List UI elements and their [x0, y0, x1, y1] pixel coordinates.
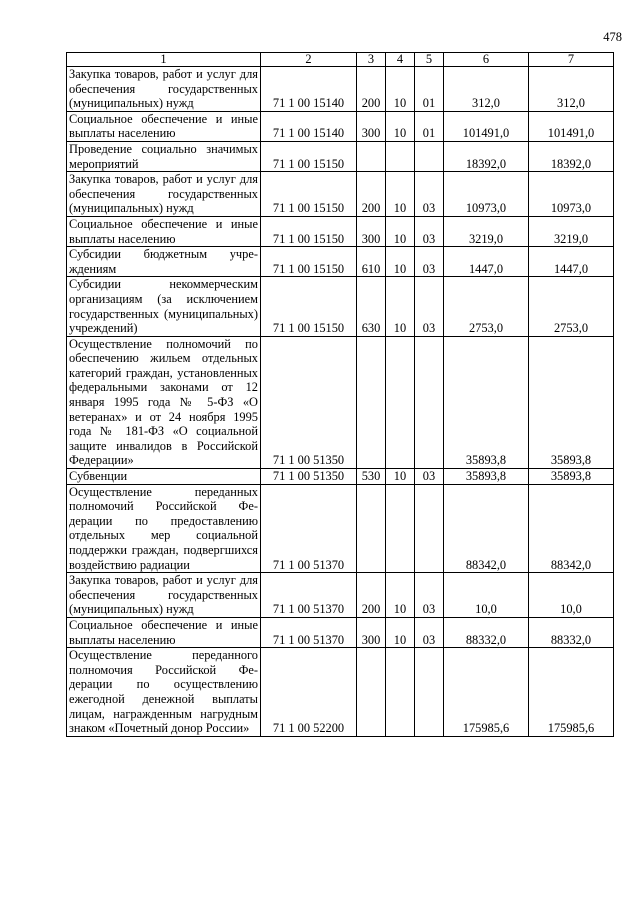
- row-amount-year-1: 88332,0: [444, 617, 529, 647]
- row-target-code: 71 1 00 15150: [261, 247, 357, 277]
- row-description: Субсидии некоммерческим организациям (за исключением государственных (муниципальных) учреждений): [67, 277, 261, 336]
- row-target-code: 71 1 00 51350: [261, 469, 357, 485]
- row-description: Субсидии бюджетным учреждениям: [67, 247, 261, 277]
- table-header-row: [67, 53, 614, 67]
- row-expense-type: 530: [357, 469, 386, 485]
- row-amount-year-1: 312,0: [444, 67, 529, 112]
- row-amount-year-2: 312,0: [529, 67, 614, 112]
- row-amount-year-2: 88342,0: [529, 484, 614, 573]
- row-section: 10: [386, 172, 415, 217]
- row-target-code: 71 1 00 15150: [261, 141, 357, 171]
- row-amount-year-1: 2753,0: [444, 277, 529, 336]
- row-subsection: [415, 648, 444, 737]
- row-subsection: 03: [415, 573, 444, 618]
- row-amount-year-2: 175985,6: [529, 648, 614, 737]
- row-expense-type: [357, 484, 386, 573]
- row-description: Социальное обеспечение и иные выплаты населению: [67, 617, 261, 647]
- row-section: 10: [386, 469, 415, 485]
- row-section: 10: [386, 67, 415, 112]
- row-subsection: [415, 141, 444, 171]
- row-description: Закупка товаров, работ и услуг для обеспечения государственных (муниципальных) нужд: [67, 172, 261, 217]
- table-row: [67, 172, 614, 217]
- row-amount-year-2: 2753,0: [529, 277, 614, 336]
- table-row: [67, 216, 614, 246]
- column-number-5: 5: [415, 53, 444, 67]
- row-target-code: 71 1 00 15150: [261, 216, 357, 246]
- table-row: [67, 573, 614, 618]
- row-target-code: 71 1 00 15140: [261, 111, 357, 141]
- row-target-code: 71 1 00 15150: [261, 172, 357, 217]
- row-amount-year-2: 10,0: [529, 573, 614, 618]
- row-subsection: 01: [415, 67, 444, 112]
- row-section: 10: [386, 573, 415, 618]
- row-section: [386, 484, 415, 573]
- row-amount-year-2: 10973,0: [529, 172, 614, 217]
- table-row: [67, 617, 614, 647]
- table-row: [67, 484, 614, 573]
- row-amount-year-1: 88342,0: [444, 484, 529, 573]
- row-expense-type: 630: [357, 277, 386, 336]
- row-amount-year-2: 88332,0: [529, 617, 614, 647]
- column-number-3: 3: [357, 53, 386, 67]
- row-amount-year-1: 175985,6: [444, 648, 529, 737]
- row-amount-year-1: 10,0: [444, 573, 529, 618]
- page-number: 478: [603, 30, 622, 44]
- row-expense-type: [357, 336, 386, 468]
- row-expense-type: 610: [357, 247, 386, 277]
- row-target-code: 71 1 00 51370: [261, 573, 357, 618]
- row-section: [386, 336, 415, 468]
- row-amount-year-1: 101491,0: [444, 111, 529, 141]
- row-description: Осуществление переданного полномочия Российской Федерации по осуществлению ежегодной денежной выплаты лицам, награжденным нагрудным знаком «Почетный донор России»: [67, 648, 261, 737]
- column-number-1: 1: [67, 53, 261, 67]
- column-number-7: 7: [529, 53, 614, 67]
- row-target-code: 71 1 00 51370: [261, 484, 357, 573]
- row-section: 10: [386, 617, 415, 647]
- row-target-code: 71 1 00 52200: [261, 648, 357, 737]
- row-section: [386, 648, 415, 737]
- row-expense-type: [357, 648, 386, 737]
- row-amount-year-2: 3219,0: [529, 216, 614, 246]
- row-expense-type: 200: [357, 573, 386, 618]
- row-section: 10: [386, 277, 415, 336]
- row-subsection: 03: [415, 617, 444, 647]
- table-row: [67, 141, 614, 171]
- table-row: [67, 67, 614, 112]
- row-subsection: 03: [415, 216, 444, 246]
- row-amount-year-2: 101491,0: [529, 111, 614, 141]
- table-row: [67, 648, 614, 737]
- table-row: [67, 111, 614, 141]
- row-description: Закупка товаров, работ и услуг для обеспечения государственных (муниципальных) нужд: [67, 573, 261, 618]
- row-section: 10: [386, 247, 415, 277]
- row-amount-year-2: 35893,8: [529, 336, 614, 468]
- row-subsection: 01: [415, 111, 444, 141]
- row-amount-year-2: 18392,0: [529, 141, 614, 171]
- table-row: [67, 336, 614, 468]
- row-amount-year-1: 3219,0: [444, 216, 529, 246]
- row-amount-year-2: 35893,8: [529, 469, 614, 485]
- row-description: Осуществление полномочий по обеспечению жильем отдельных категорий граждан, установленных федеральными законами от 12 января 1995 года № 5-ФЗ «О ветеранах» и от 24 ноября 1995 года № 181-ФЗ «О социальной защите инвалидов в Российской Федерации»: [67, 336, 261, 468]
- row-description: Социальное обеспечение и иные выплаты населению: [67, 216, 261, 246]
- row-amount-year-1: 18392,0: [444, 141, 529, 171]
- row-subsection: [415, 484, 444, 573]
- row-subsection: [415, 336, 444, 468]
- column-number-2: 2: [261, 53, 357, 67]
- table-row: [67, 277, 614, 336]
- row-subsection: 03: [415, 172, 444, 217]
- row-section: [386, 141, 415, 171]
- row-expense-type: [357, 141, 386, 171]
- row-amount-year-1: 1447,0: [444, 247, 529, 277]
- row-subsection: 03: [415, 247, 444, 277]
- column-number-4: 4: [386, 53, 415, 67]
- table-row: [67, 469, 614, 485]
- row-subsection: 03: [415, 469, 444, 485]
- row-description: Осуществление переданных полномочий Российской Федерации по предоставлению отдельных мер социальной поддержки граждан, подвергшихся воздействию радиации: [67, 484, 261, 573]
- row-subsection: 03: [415, 277, 444, 336]
- row-amount-year-1: 10973,0: [444, 172, 529, 217]
- row-expense-type: 300: [357, 111, 386, 141]
- row-expense-type: 300: [357, 617, 386, 647]
- row-target-code: 71 1 00 15150: [261, 277, 357, 336]
- row-amount-year-1: 35893,8: [444, 469, 529, 485]
- row-section: 10: [386, 216, 415, 246]
- budget-table: [66, 52, 614, 737]
- row-section: 10: [386, 111, 415, 141]
- row-expense-type: 300: [357, 216, 386, 246]
- row-expense-type: 200: [357, 67, 386, 112]
- row-target-code: 71 1 00 51370: [261, 617, 357, 647]
- row-description: Социальное обеспечение и иные выплаты населению: [67, 111, 261, 141]
- row-expense-type: 200: [357, 172, 386, 217]
- row-amount-year-2: 1447,0: [529, 247, 614, 277]
- row-target-code: 71 1 00 51350: [261, 336, 357, 468]
- column-number-6: 6: [444, 53, 529, 67]
- row-description: Субвенции: [67, 469, 261, 485]
- row-target-code: 71 1 00 15140: [261, 67, 357, 112]
- row-description: Проведение социально значимых мероприятий: [67, 141, 261, 171]
- table-row: [67, 247, 614, 277]
- row-amount-year-1: 35893,8: [444, 336, 529, 468]
- row-description: Закупка товаров, работ и услуг для обеспечения государственных (муниципальных) нужд: [67, 67, 261, 112]
